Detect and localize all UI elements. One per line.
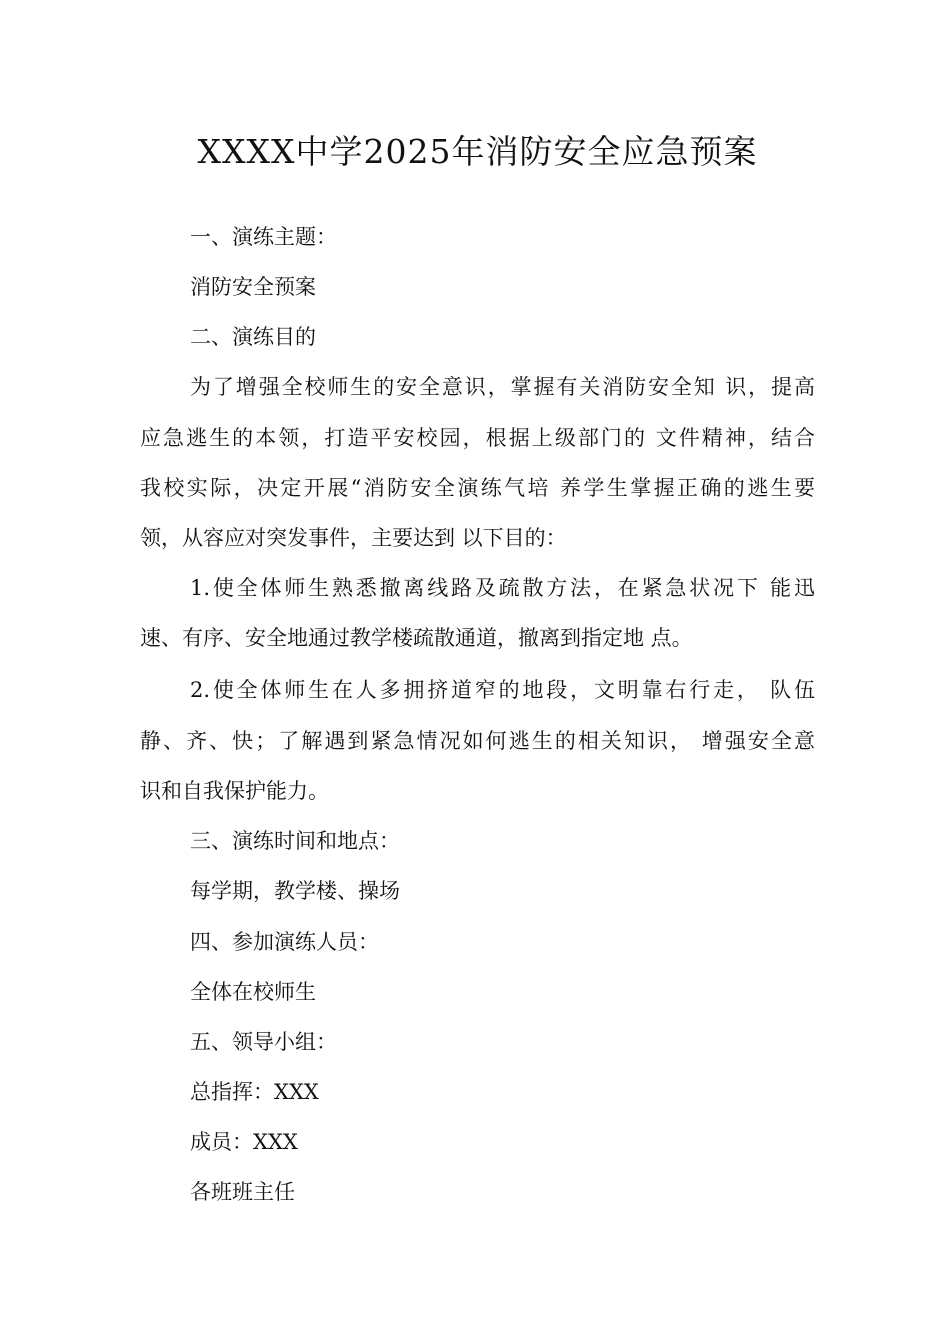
purpose-item-2-line: 2.使全体师生在人多拥挤道窄的地段，文明靠右行走， 队伍 — [190, 678, 815, 702]
section-heading-participants: 四、参加演练人员： — [190, 930, 379, 954]
section-heading-leadership: 五、领导小组： — [190, 1030, 337, 1054]
section-body-participants: 全体在校师生 — [190, 980, 316, 1004]
purpose-item-1-line: 速、有序、安全地通过教学楼疏散通道，撤离到指定地 点。 — [140, 626, 693, 650]
section-body-theme: 消防安全预案 — [190, 275, 316, 299]
purpose-item-2-line: 识和自我保护能力。 — [140, 779, 329, 803]
purpose-paragraph-line: 应急逃生的本领，打造平安校园，根据上级部门的 文件精神，结合 — [140, 426, 815, 450]
leadership-class-teachers: 各班班主任 — [190, 1180, 295, 1204]
purpose-item-2-line: 静、齐、快；了解遇到紧急情况如何逃生的相关知识， 增强安全意 — [140, 729, 815, 753]
leadership-commander: 总指挥：XXX — [190, 1080, 319, 1104]
document-title: XXXX中学2025年消防安全应急预案 — [197, 132, 758, 171]
leadership-members: 成员：XXX — [190, 1130, 298, 1154]
purpose-item-1-line: 1.使全体师生熟悉撤离线路及疏散方法，在紧急状况下 能迅 — [190, 576, 815, 600]
section-heading-purpose: 二、演练目的 — [190, 325, 316, 349]
purpose-paragraph-line: 我校实际，决定开展“消防安全演练气培 养学生掌握正确的逃生要 — [140, 476, 815, 500]
purpose-paragraph-line: 为了增强全校师生的安全意识，掌握有关消防安全知 识，提高 — [190, 375, 815, 399]
section-heading-time-place: 三、演练时间和地点： — [190, 829, 400, 853]
section-body-time-place: 每学期，教学楼、操场 — [190, 879, 400, 903]
purpose-paragraph-line: 领，从容应对突发事件，主要达到 以下目的： — [140, 526, 567, 550]
section-heading-theme: 一、演练主题： — [190, 225, 337, 249]
